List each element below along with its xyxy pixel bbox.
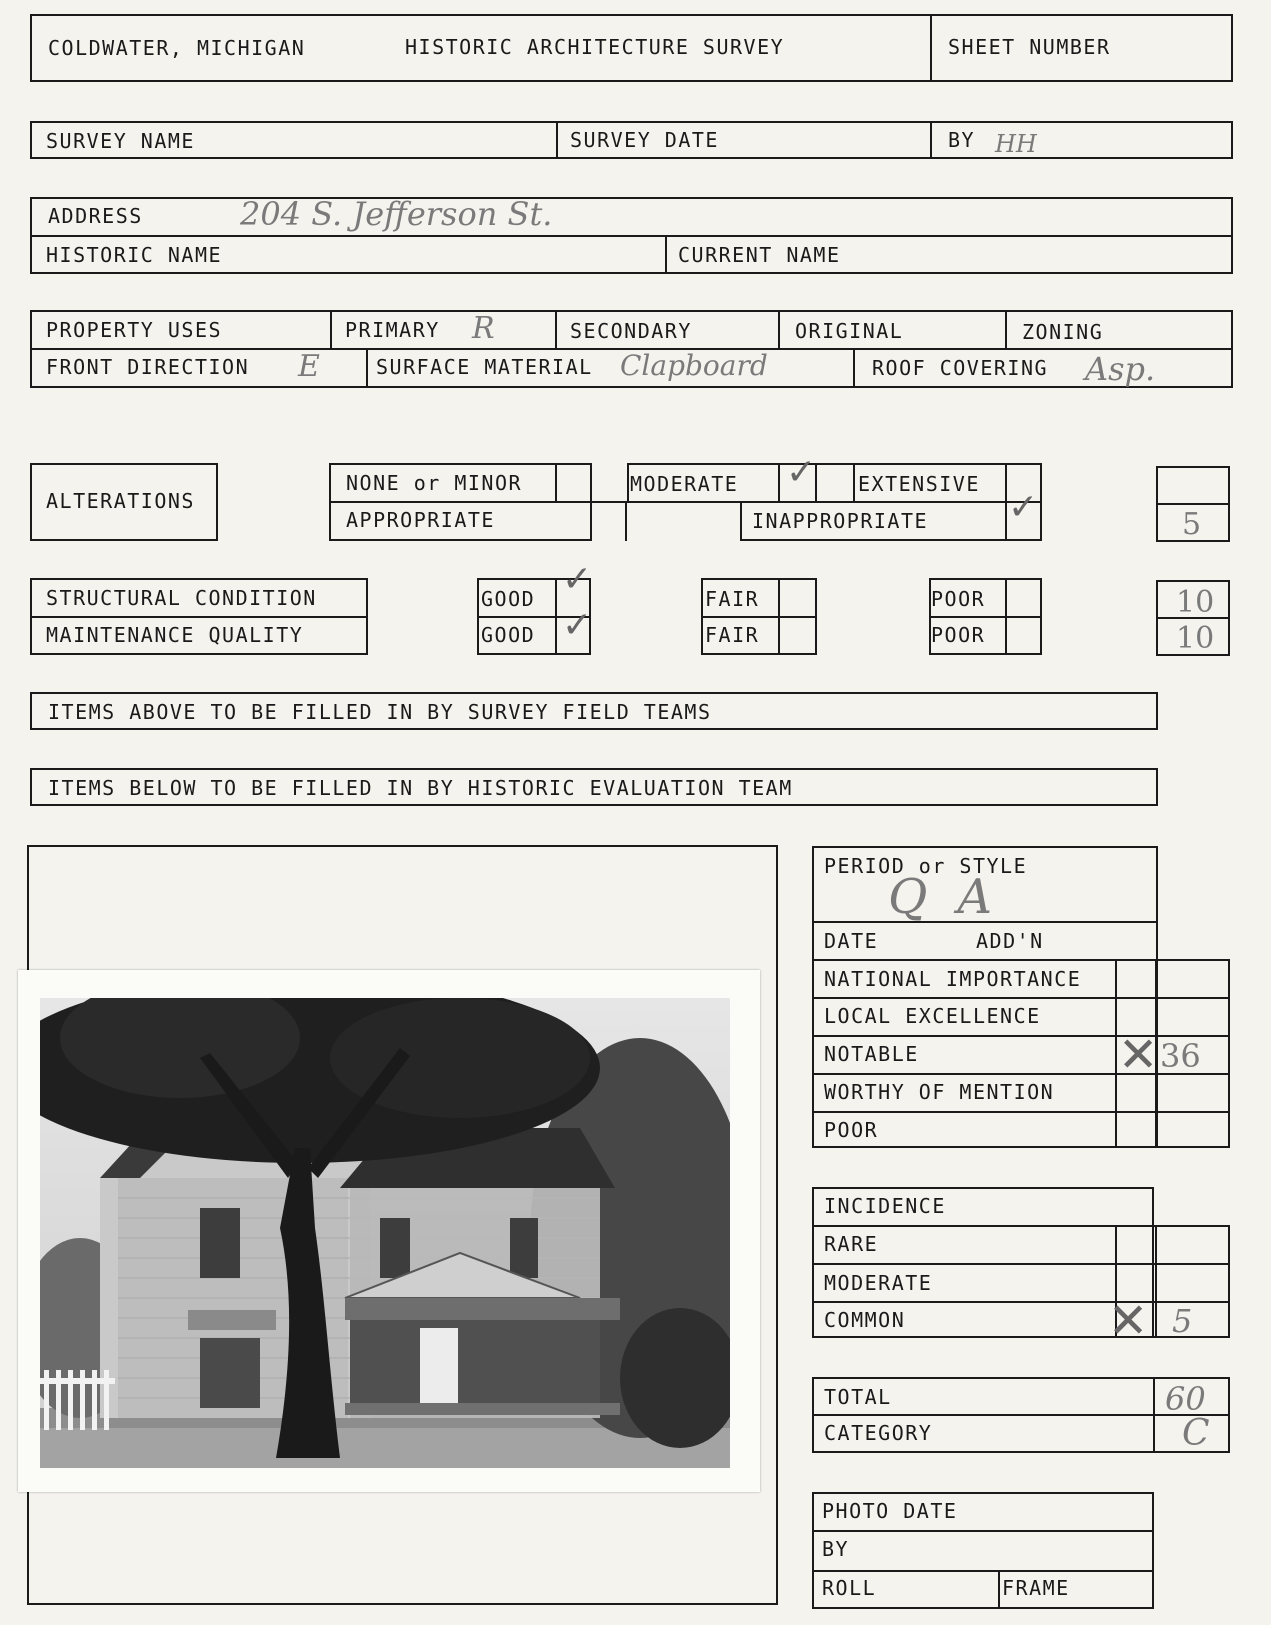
structural-good-checkmark: ✓ [562, 559, 593, 600]
moderate-label: MODERATE [630, 472, 739, 496]
maintenance-good-checkmark: ✓ [562, 605, 593, 646]
maintenance-good-label: GOOD [481, 623, 536, 647]
inappropriate-checkmark: ✓ [1008, 487, 1039, 528]
incidence-row-common: COMMON [824, 1308, 906, 1332]
maintenance-quality-label: MAINTENANCE QUALITY [46, 623, 304, 647]
category-value: C [1182, 1413, 1210, 1454]
maintenance-score: 10 [1176, 621, 1215, 656]
importance-row-worthy: WORTHY OF MENTION [824, 1080, 1055, 1104]
surface-material-value: Clapboard [620, 349, 768, 382]
structural-condition-label: STRUCTURAL CONDITION [46, 586, 317, 610]
none-minor-label: NONE or MINOR [346, 471, 523, 495]
common-x-mark: ✕ [1108, 1293, 1149, 1349]
survey-by-value: HH [995, 130, 1037, 158]
roll-label: ROLL [822, 1576, 877, 1600]
photo-by-label: BY [822, 1537, 850, 1561]
survey-by-label: BY [948, 128, 976, 152]
date-label: DATE [824, 929, 879, 953]
moderate-checkmark: ✓ [786, 452, 817, 493]
structural-good-label: GOOD [481, 587, 536, 611]
period-style-value: QA [888, 869, 1023, 925]
property-uses-label: PROPERTY USES [46, 318, 223, 342]
survey-date-label: SURVEY DATE [570, 128, 719, 152]
primary-label: PRIMARY [345, 318, 440, 342]
importance-row-notable: NOTABLE [824, 1042, 919, 1066]
period-style-label: PERIOD or STYLE [824, 854, 1028, 878]
house-photo-image [40, 998, 730, 1468]
original-label: ORIGINAL [795, 319, 904, 343]
secondary-label: SECONDARY [570, 319, 692, 343]
inappropriate-label: INAPPROPRIATE [752, 509, 929, 533]
zoning-label: ZONING [1022, 320, 1104, 344]
current-name-label: CURRENT NAME [678, 243, 841, 267]
extensive-label: EXTENSIVE [858, 472, 980, 496]
city-label: COLDWATER, MICHIGAN [48, 36, 306, 60]
surface-material-label: SURFACE MATERIAL [376, 355, 593, 379]
importance-row-national: NATIONAL IMPORTANCE [824, 967, 1082, 991]
front-direction-value: E [298, 349, 320, 384]
survey-name-label: SURVEY NAME [46, 129, 195, 153]
sheet-number-label: SHEET NUMBER [948, 35, 1111, 59]
photo-date-label: PHOTO DATE [822, 1499, 958, 1523]
address-label: ADDRESS [48, 204, 143, 228]
structural-fair-label: FAIR [705, 587, 760, 611]
incidence-row-rare: RARE [824, 1232, 879, 1256]
structural-poor-label: POOR [931, 587, 986, 611]
form-title: HISTORIC ARCHITECTURE SURVEY [405, 35, 785, 59]
frame-label: FRAME [1002, 1576, 1070, 1600]
address-value: 204 S. Jefferson St. [240, 195, 553, 233]
field-teams-note: ITEMS ABOVE TO BE FILLED IN BY SURVEY FIELD TEAMS [48, 700, 712, 724]
notable-x-mark: ✕ [1118, 1027, 1159, 1083]
primary-value: R [472, 311, 495, 346]
total-value: 60 [1165, 1380, 1206, 1418]
structural-score: 10 [1176, 585, 1215, 620]
house-photo [18, 970, 760, 1492]
maintenance-poor-label: POOR [931, 623, 986, 647]
historic-name-label: HISTORIC NAME [46, 243, 223, 267]
incidence-row-moderate: MODERATE [824, 1271, 933, 1295]
alterations-score: 5 [1182, 507, 1202, 542]
importance-row-local: LOCAL EXCELLENCE [824, 1004, 1041, 1028]
total-label: TOTAL [824, 1385, 892, 1409]
category-label: CATEGORY [824, 1421, 933, 1445]
maintenance-fair-label: FAIR [705, 623, 760, 647]
addn-label: ADD'N [976, 929, 1044, 953]
incidence-score: 5 [1172, 1302, 1193, 1340]
roof-covering-value: Asp. [1085, 350, 1156, 388]
appropriate-label: APPROPRIATE [346, 508, 495, 532]
importance-score: 36 [1160, 1037, 1201, 1075]
roof-covering-label: ROOF COVERING [872, 356, 1049, 380]
alterations-label: ALTERATIONS [46, 489, 195, 513]
evaluation-team-note: ITEMS BELOW TO BE FILLED IN BY HISTORIC EVALUATION TEAM [48, 776, 793, 800]
front-direction-label: FRONT DIRECTION [46, 355, 250, 379]
incidence-label: INCIDENCE [824, 1194, 946, 1218]
importance-row-poor: POOR [824, 1118, 879, 1142]
